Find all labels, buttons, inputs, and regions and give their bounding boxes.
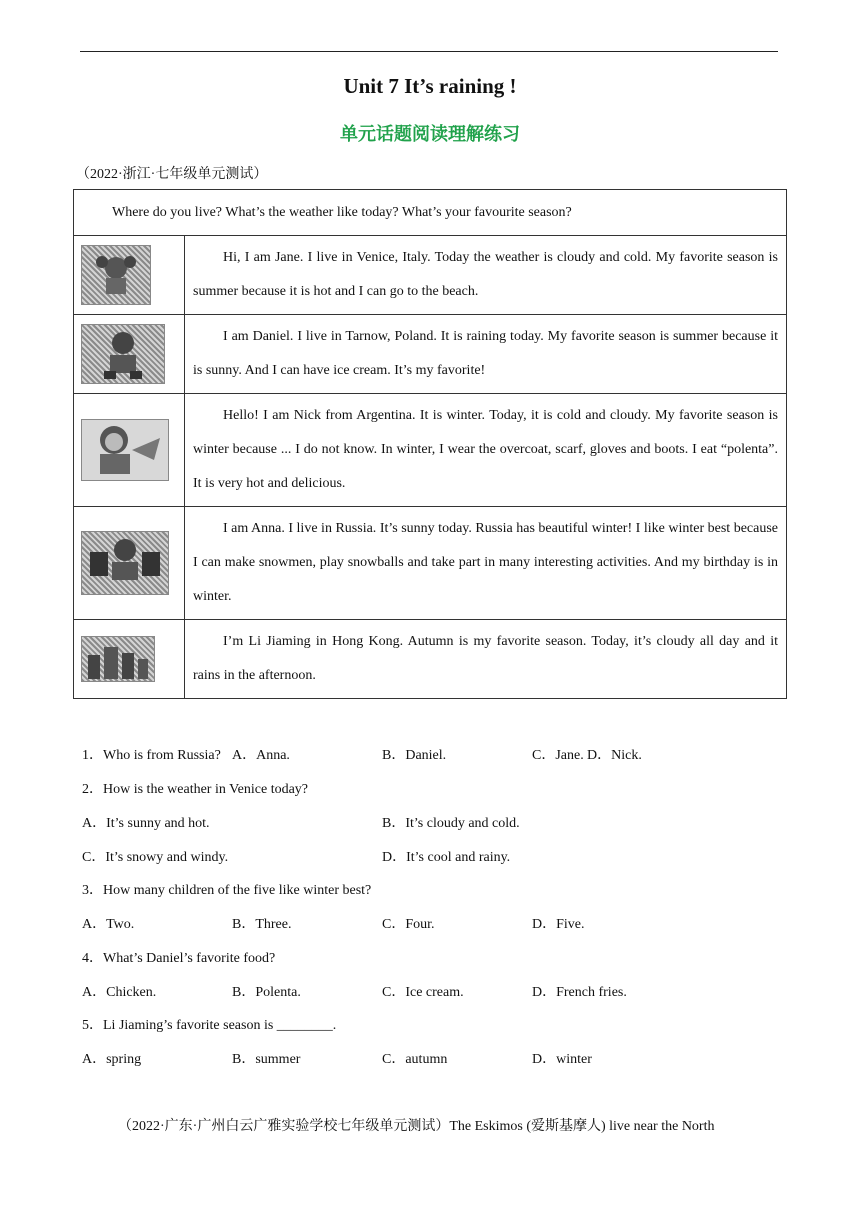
passage-row [74, 315, 787, 394]
passage-intro: Where do you live? What’s the weather like today? What’s your favourite season? [74, 190, 787, 236]
passage-text: I am Daniel. I live in Tarnow, Poland. It is raining today. My favorite season is summer because it is sunny. And I can have ice cream. It’s my favorite! [185, 315, 787, 394]
passage-text: Hello! I am Nick from Argentina. It is winter. Today, it is cold and cloudy. My favorite season is winter because ... I do not know. In winter, I wear the overcoat, scarf, gloves and boots. I eat “polenta”. It is very hot and delicious. [185, 394, 787, 507]
top-rule [80, 51, 778, 52]
page-title: Unit 7 It’s raining ! [343, 74, 517, 98]
winter-boy-picture [81, 419, 169, 481]
passage-table [73, 189, 787, 699]
question-1-option-d[interactable]: D．Nick. [587, 748, 642, 763]
question-5: 5．Li Jiaming’s favorite season is ________. [82, 1018, 337, 1033]
passage-text: I’m Li Jiaming in Hong Kong. Autumn is my favorite season. Today, it’s cloudy all day and it rains in the afternoon. [185, 620, 787, 699]
question-2-option-d[interactable]: D．It’s cool and rainy. [382, 850, 511, 865]
question-1-option-b[interactable]: B．Daniel. [382, 748, 447, 763]
passage-row [74, 236, 787, 315]
question-3-option-b[interactable]: B．Three. [232, 917, 292, 932]
question-3-option-a[interactable]: A．Two. [82, 917, 135, 932]
question-5-option-b[interactable]: B．summer [232, 1052, 301, 1067]
question-4-option-b[interactable]: B．Polenta. [232, 985, 301, 1000]
passage-row [74, 620, 787, 699]
passage-text: I am Anna. I live in Russia. It’s sunny today. Russia has beautiful winter! I like winter best because I can make snowmen, play snowballs and take part in many interesting activities. And my birthday is in winter. [185, 507, 787, 620]
passage-row [74, 394, 787, 507]
passage-text: Hi, I am Jane. I live in Venice, Italy. Today the weather is cloudy and cold. My favorite season is summer because it is hot and I can go to the beach. [185, 236, 787, 315]
question-1: 1．Who is from Russia? [82, 748, 221, 763]
next-passage-intro: （2022·广东·广州白云广雅实验学校七年级单元测试）The Eskimos (爱斯基摩人) live near the North [118, 1119, 715, 1134]
question-4-option-c[interactable]: C．Ice cream. [382, 985, 464, 1000]
question-2-option-c[interactable]: C．It’s snowy and windy. [82, 850, 229, 865]
snow-girl-picture [81, 531, 169, 595]
city-picture [81, 636, 155, 682]
page-subtitle: 单元话题阅读理解练习 [340, 124, 520, 145]
boy-picture [81, 324, 165, 384]
question-1-option-a[interactable]: A．Anna. [232, 748, 290, 763]
question-5-option-c[interactable]: C．autumn [382, 1052, 448, 1067]
question-2-option-a[interactable]: A．It’s sunny and hot. [82, 816, 210, 831]
question-4-option-d[interactable]: D．French fries. [532, 985, 627, 1000]
question-1-option-c[interactable]: C．Jane. [532, 748, 584, 763]
question-4-option-a[interactable]: A．Chicken. [82, 985, 157, 1000]
question-4: 4．What’s Daniel’s favorite food? [82, 951, 276, 966]
question-2-option-b[interactable]: B．It’s cloudy and cold. [382, 816, 520, 831]
girl-picture [81, 245, 151, 305]
source-note: （2022·浙江·七年级单元测试） [76, 167, 268, 182]
question-3: 3．How many children of the five like winter best? [82, 883, 372, 898]
question-5-option-d[interactable]: D．winter [532, 1052, 592, 1067]
passage-row [74, 507, 787, 620]
question-3-option-d[interactable]: D．Five. [532, 917, 585, 932]
passage-intro-row [74, 190, 787, 236]
question-2: 2．How is the weather in Venice today? [82, 782, 309, 797]
question-5-option-a[interactable]: A．spring [82, 1052, 142, 1067]
question-3-option-c[interactable]: C．Four. [382, 917, 435, 932]
